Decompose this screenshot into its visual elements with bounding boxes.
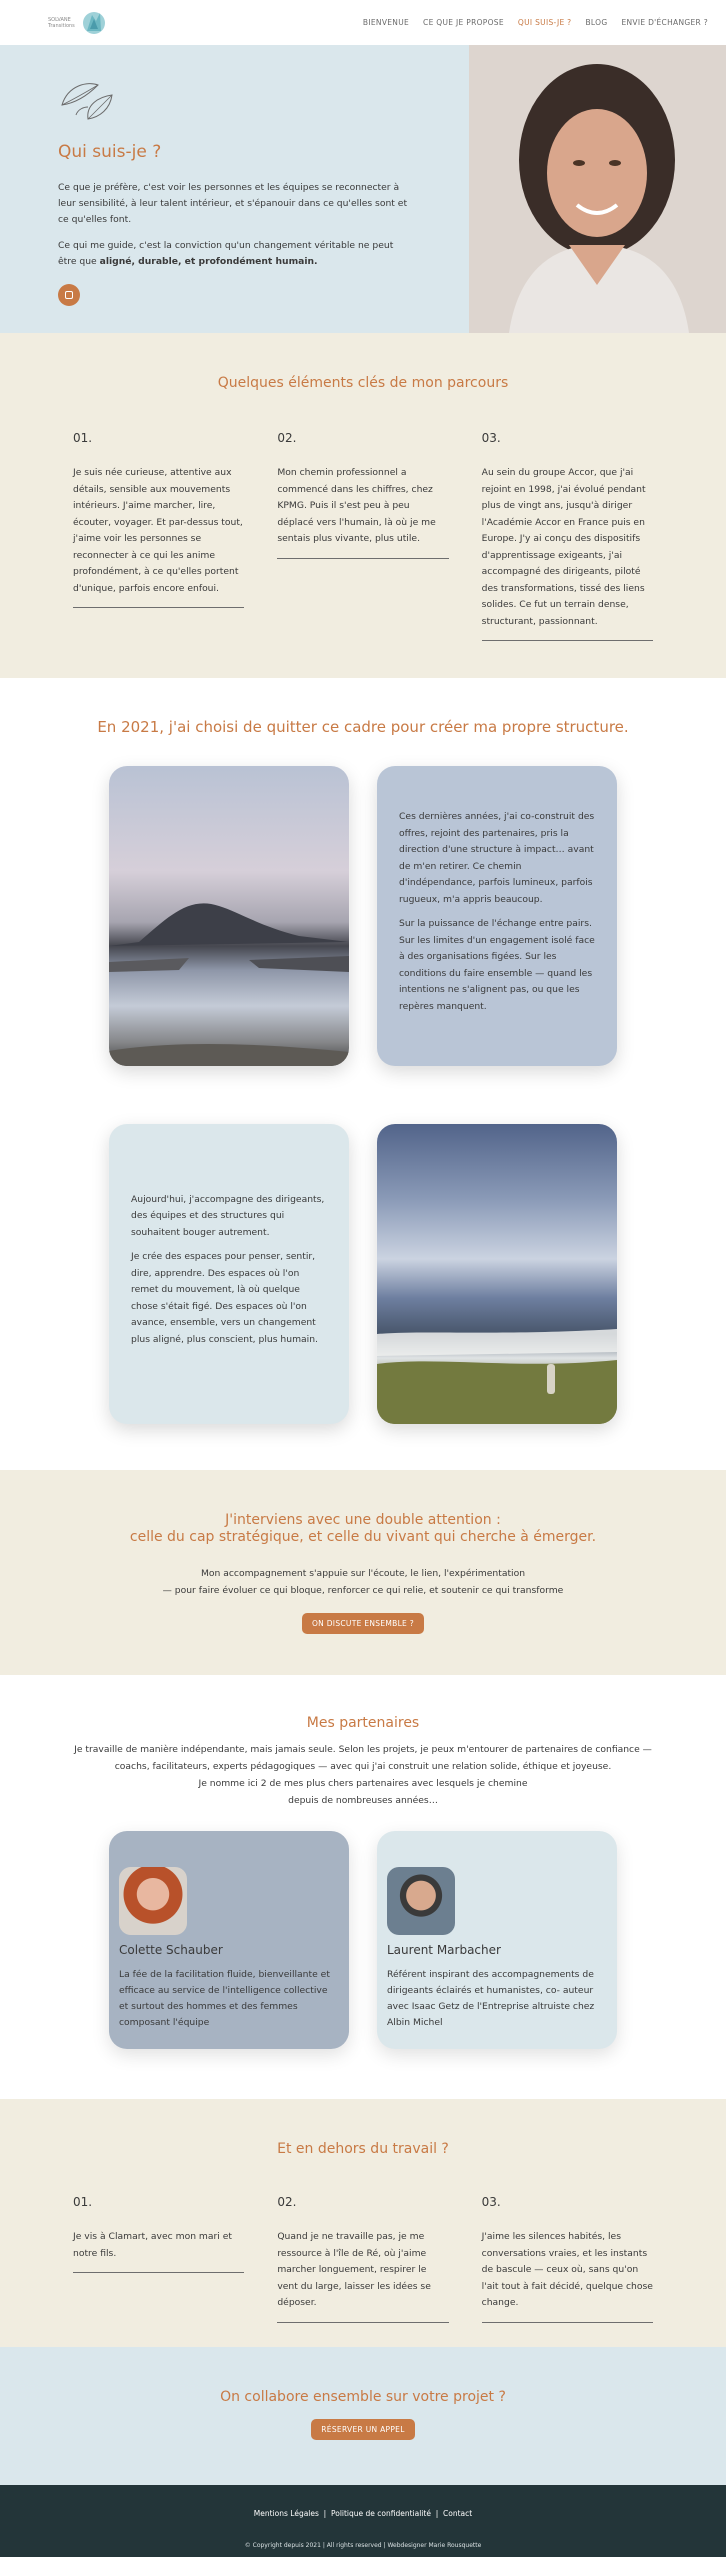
partners-intro: Je travaille de manière indépendante, mais jamais seule. Selon les projets, je peux m'entourer de partenaires de confiance — coachs, facilitateurs, experts pédagogiques — avec qui j'ai construit une relation solide, éthique et joyeuse. Je nomme ici 2 de mes plus chers partenaires avec lesquels je chemine depuis de nombreuses années… — [74, 1744, 652, 1806]
nav-blog[interactable]: BLOG — [585, 18, 608, 27]
outside-item — [277, 2195, 448, 2323]
partner-description: Référent inspirant des accompagnements de dirigeants éclairés et humanistes, co- auteur avec Isaac Getz de l'Entreprise altruiste chez Albin Michel — [387, 1969, 595, 2028]
text-card — [109, 1124, 349, 1424]
partner-name: Laurent Marbacher — [387, 1943, 501, 1957]
card-paragraph: Je crée des espaces pour penser, sentir, dire, apprendre. Des espaces où l'on remet du mouvement, là où quelque chose s'était figé. Des espaces où l'on avance, ensemble, vers un changement plus aligné, plus conscient, plus humain. — [131, 1251, 318, 1345]
nav-bienvenue[interactable]: BIENVENUE — [362, 18, 410, 27]
nav-envie-d-echanger[interactable]: ENVIE D'ÉCHANGER ? — [621, 18, 708, 27]
item-text: J'aime les silences habités, les conversations vraies, et les instants de bascule — ceux où, sans qu'on l'ait tout à fait décidé, quelque chose change. — [482, 2229, 653, 2323]
card-paragraph: Ces dernières années, j'ai co-construit des offres, rejoint des partenaires, pris la direction d'une structure à impact… avant de m'en retirer. Ce chemin d'indépendance, parfois lumineux, parfois rugueux, m'a appris beaucoup. — [399, 811, 595, 905]
structure-title: En 2021, j'ai choisi de quitter ce cadre pour créer ma propre structure. — [97, 718, 629, 736]
partner-card — [377, 1831, 617, 2049]
hero-paragraph-2: Ce qui me guide, c'est la conviction qu'un changement véritable ne peut être que aligné, durable, et profondément humain. — [58, 240, 394, 267]
card-paragraph: Sur la puissance de l'échange entre pairs. Sur les limites d'un engagement isolé face à des organisations figées. Sur les conditions du faire ensemble — quand les intentions ne s'alignent pas, ou que les repères manquent. — [399, 918, 595, 1012]
partner-name: Colette Schauber — [119, 1943, 223, 1957]
parcours-title: Quelques éléments clés de mon parcours — [217, 375, 509, 391]
outside-work-section — [0, 2099, 726, 2347]
structure-section — [0, 678, 726, 1470]
logo[interactable] — [48, 7, 107, 39]
discuss-button[interactable]: ON DISCUTE ENSEMBLE ? — [302, 1613, 424, 1634]
logo-icon — [79, 7, 107, 39]
item-number: 01. — [73, 2195, 93, 2209]
main-nav — [363, 18, 708, 27]
item-number: 03. — [481, 2195, 501, 2209]
item-text: Je vis à Clamart, avec mon mari et notre fils. — [73, 2229, 244, 2273]
site-header — [0, 0, 726, 45]
footer-links[interactable]: Mentions Légales | Politique de confidentialité | Contact — [253, 2509, 473, 2518]
book-call-button[interactable]: RÉSERVER UN APPEL — [311, 2419, 414, 2440]
cta-title: On collabore ensemble sur votre projet ? — [220, 2389, 506, 2405]
square-icon — [65, 291, 73, 299]
attention-text: Mon accompagnement s'appuie sur l'écoute, le lien, l'expérimentation — pour faire évoluer ce qui bloque, renforcer ce qui relie, et soutenir ce qui transforme — [162, 1568, 564, 1596]
parcours-item — [482, 431, 653, 641]
partner-photo — [119, 1867, 187, 1935]
portrait-photo — [469, 45, 726, 333]
parcours-section — [0, 333, 726, 678]
footer-copyright: © Copyright depuis 2021 | All rights reserved | Webdesigner Marie Rousquette — [244, 2542, 482, 2549]
card-paragraph: Aujourd'hui, j'accompagne des dirigeants, des équipes et des structures qui souhaitent bouger autrement. — [131, 1193, 325, 1238]
item-number: 02. — [277, 431, 297, 445]
item-text: Je suis née curieuse, attentive aux détails, sensible aux mouvements intérieurs. J'aime marcher, lire, écouter, voyager. Et par-dessus tout, j'aime voir les personnes se reconnecter à ce qui les anime profondément, à ce qu'elles portent d'unique, parfois encore enfoui. — [73, 465, 244, 608]
item-number: 01. — [73, 431, 93, 445]
parcours-item — [73, 431, 244, 641]
nav-ce-que-je-propose[interactable]: CE QUE JE PROPOSE — [423, 18, 504, 27]
parcours-item — [277, 431, 448, 641]
item-text: Quand je ne travaille pas, je me ressource à l'île de Ré, où j'aime marcher longuement, respirer le vent du large, laisser les idées se déposer. — [277, 2229, 448, 2323]
text-card — [377, 766, 617, 1066]
partner-photo — [387, 1867, 455, 1935]
page-title: Qui suis-je ? — [58, 142, 162, 162]
cta-section — [0, 2347, 726, 2485]
outside-item — [482, 2195, 653, 2323]
hero-section — [0, 45, 726, 333]
outside-work-title: Et en dehors du travail ? — [277, 2141, 449, 2157]
item-text: Au sein du groupe Accor, que j'ai rejoint en 1998, j'ai évolué pendant plus de vingt ans, jusqu'à diriger l'Académie Accor en France puis en Europe. J'y ai conçu des dispositifs d'apprentissage exigeants, j'ai accompagné des dirigeants, piloté des transformations, tissé des liens solides. Ce fut un terrain dense, structurant, passionnant. — [482, 465, 653, 641]
site-footer — [0, 2485, 726, 2557]
partners-section — [0, 1675, 726, 2099]
partner-card — [109, 1831, 349, 2049]
leaf-illustration-icon — [58, 75, 118, 125]
partners-title: Mes partenaires — [306, 1715, 420, 1731]
item-number: 02. — [277, 2195, 297, 2209]
attention-section — [0, 1470, 726, 1675]
lake-photo — [109, 766, 349, 1066]
partner-description: La fée de la facilitation fluide, bienveillante et efficace au service de l'intelligence collective et surtout des hommes et des femmes composant l'équipe — [119, 1969, 330, 2028]
nav-qui-suis-je[interactable]: QUI SUIS-JE ? — [517, 18, 572, 27]
contact-round-button[interactable] — [58, 284, 80, 306]
outside-item — [73, 2195, 244, 2323]
sea-photo — [377, 1124, 617, 1424]
attention-title: J'interviens avec une double attention : celle du cap stratégique, et celle du vivant qui cherche à émerger. — [129, 1512, 597, 1545]
item-number: 03. — [481, 431, 501, 445]
item-text: Mon chemin professionnel a commencé dans les chiffres, chez KPMG. Puis il s'est peu à peu déplacé vers l'humain, là où je me sentais plus vivante, plus utile. — [277, 465, 448, 559]
logo-text: SOLVANE Transitions — [48, 16, 75, 29]
hero-paragraph-1: Ce que je préfère, c'est voir les personnes et les équipes se reconnecter à leur sensibilité, à leur talent intérieur, et s'épanouir dans ce qu'elles sont et ce qu'elles font. — [58, 182, 408, 225]
